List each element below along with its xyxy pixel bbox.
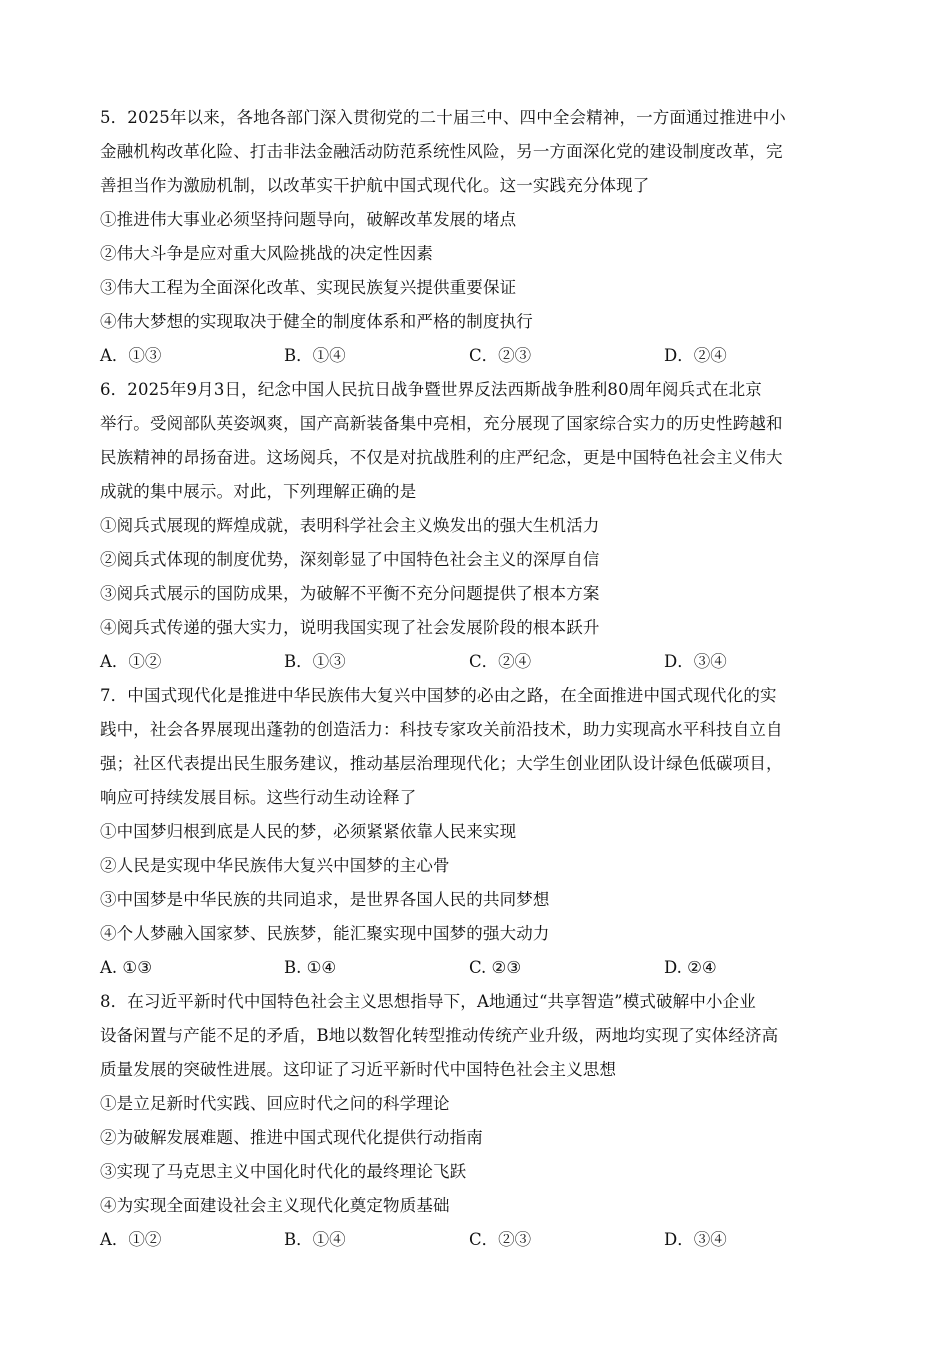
question-8-option-b[interactable]: B．①④ xyxy=(284,1230,346,1249)
question-5-option-d[interactable]: D．②④ xyxy=(664,346,727,365)
question-7-statement-2: ②人民是实现中华民族伟大复兴中国梦的主心骨 xyxy=(100,856,450,875)
question-5-stem-line-1: 5．2025年以来，各地各部门深入贯彻党的二十届三中、四中全会精神，一方面通过推进中小 xyxy=(100,108,786,127)
question-8-statement-1: ①是立足新时代实践、回应时代之问的科学理论 xyxy=(100,1094,450,1113)
question-6-stem-line-3: 民族精神的昂扬奋进。这场阅兵，不仅是对抗战胜利的庄严纪念，更是中国特色社会主义伟大 xyxy=(100,448,783,467)
question-5-statement-4: ④伟大梦想的实现取决于健全的制度体系和严格的制度执行 xyxy=(100,312,533,331)
question-6-statement-3: ③阅兵式展示的国防成果，为破解不平衡不充分问题提供了根本方案 xyxy=(100,584,600,603)
question-7-stem-line-3: 强；社区代表提出民生服务建议，推动基层治理现代化；大学生创业团队设计绿色低碳项目， xyxy=(100,754,783,773)
question-5-options xyxy=(100,339,860,373)
question-5-option-a[interactable]: A．①③ xyxy=(100,346,162,365)
question-6-option-b[interactable]: B．①③ xyxy=(284,652,346,671)
question-8-option-c[interactable]: C．②③ xyxy=(469,1230,532,1249)
question-6 xyxy=(100,373,860,679)
question-5-stem-line-2: 金融机构改革化险、打击非法金融活动防范系统性风险，另一方面深化党的建设制度改革，完 xyxy=(100,142,783,161)
question-7-statement-1: ①中国梦归根到底是人民的梦，必须紧紧依靠人民来实现 xyxy=(100,822,517,841)
exam-page xyxy=(100,101,860,1257)
question-5-option-c[interactable]: C．②③ xyxy=(469,346,532,365)
question-5-statement-3: ③伟大工程为全面深化改革、实现民族复兴提供重要保证 xyxy=(100,278,517,297)
question-6-statement-4: ④阅兵式传递的强大实力，说明我国实现了社会发展阶段的根本跃升 xyxy=(100,618,600,637)
question-8-stem-line-3: 质量发展的突破性进展。这印证了习近平新时代中国特色社会主义思想 xyxy=(100,1060,617,1079)
question-7-statement-3: ③中国梦是中华民族的共同追求，是世界各国人民的共同梦想 xyxy=(100,890,550,909)
question-8-statement-3: ③实现了马克思主义中国化时代化的最终理论飞跃 xyxy=(100,1162,467,1181)
question-8-stem-line-2: 设备闲置与产能不足的矛盾，B地以数智化转型推动传统产业升级，两地均实现了实体经济高 xyxy=(100,1026,779,1045)
question-7-stem-line-4: 响应可持续发展目标。这些行动生动诠释了 xyxy=(100,788,417,807)
question-7-option-d[interactable]: D. ②④ xyxy=(664,958,717,977)
question-8-statement-4: ④为实现全面建设社会主义现代化奠定物质基础 xyxy=(100,1196,450,1215)
question-6-option-a[interactable]: A．①② xyxy=(100,652,162,671)
question-5 xyxy=(100,101,860,373)
question-7-stem-line-2: 践中，社会各界展现出蓬勃的创造活力：科技专家攻关前沿技术，助力实现高水平科技自立自 xyxy=(100,720,783,739)
question-5-stem-line-3: 善担当作为激励机制，以改革实干护航中国式现代化。这一实践充分体现了 xyxy=(100,176,650,195)
question-6-option-c[interactable]: C．②④ xyxy=(469,652,532,671)
question-7 xyxy=(100,679,860,985)
question-7-option-c[interactable]: C. ②③ xyxy=(469,958,522,977)
question-6-stem-line-1: 6．2025年9月3日，纪念中国人民抗日战争暨世界反法西斯战争胜利80周年阅兵式在北京 xyxy=(100,380,762,399)
question-8-stem-line-1: 8．在习近平新时代中国特色社会主义思想指导下，A地通过“共享智造”模式破解中小企业 xyxy=(100,992,756,1011)
question-5-option-b[interactable]: B．①④ xyxy=(284,346,346,365)
question-6-statement-1: ①阅兵式展现的辉煌成就，表明科学社会主义焕发出的强大生机活力 xyxy=(100,516,600,535)
question-7-statement-4: ④个人梦融入国家梦、民族梦，能汇聚实现中国梦的强大动力 xyxy=(100,924,550,943)
question-6-options xyxy=(100,645,860,679)
question-5-statement-1: ①推进伟大事业必须坚持问题导向，破解改革发展的堵点 xyxy=(100,210,517,229)
question-5-statement-2: ②伟大斗争是应对重大风险挑战的决定性因素 xyxy=(100,244,433,263)
question-6-statement-2: ②阅兵式体现的制度优势，深刻彰显了中国特色社会主义的深厚自信 xyxy=(100,550,600,569)
question-8-option-a[interactable]: A．①② xyxy=(100,1230,162,1249)
question-6-stem-line-4: 成就的集中展示。对此，下列理解正确的是 xyxy=(100,482,417,501)
question-8 xyxy=(100,985,860,1257)
question-8-statement-2: ②为破解发展难题、推进中国式现代化提供行动指南 xyxy=(100,1128,483,1147)
question-6-option-d[interactable]: D．③④ xyxy=(664,652,727,671)
question-7-options xyxy=(100,951,860,985)
question-6-stem-line-2: 举行。受阅部队英姿飒爽，国产高新装备集中亮相，充分展现了国家综合实力的历史性跨越和 xyxy=(100,414,783,433)
question-8-options xyxy=(100,1223,860,1257)
question-7-option-b[interactable]: B. ①④ xyxy=(284,958,337,977)
question-7-option-a[interactable]: A. ①③ xyxy=(100,958,152,977)
question-7-stem-line-1: 7．中国式现代化是推进中华民族伟大复兴中国梦的必由之路，在全面推进中国式现代化的实 xyxy=(100,686,777,705)
question-8-option-d[interactable]: D．③④ xyxy=(664,1230,727,1249)
